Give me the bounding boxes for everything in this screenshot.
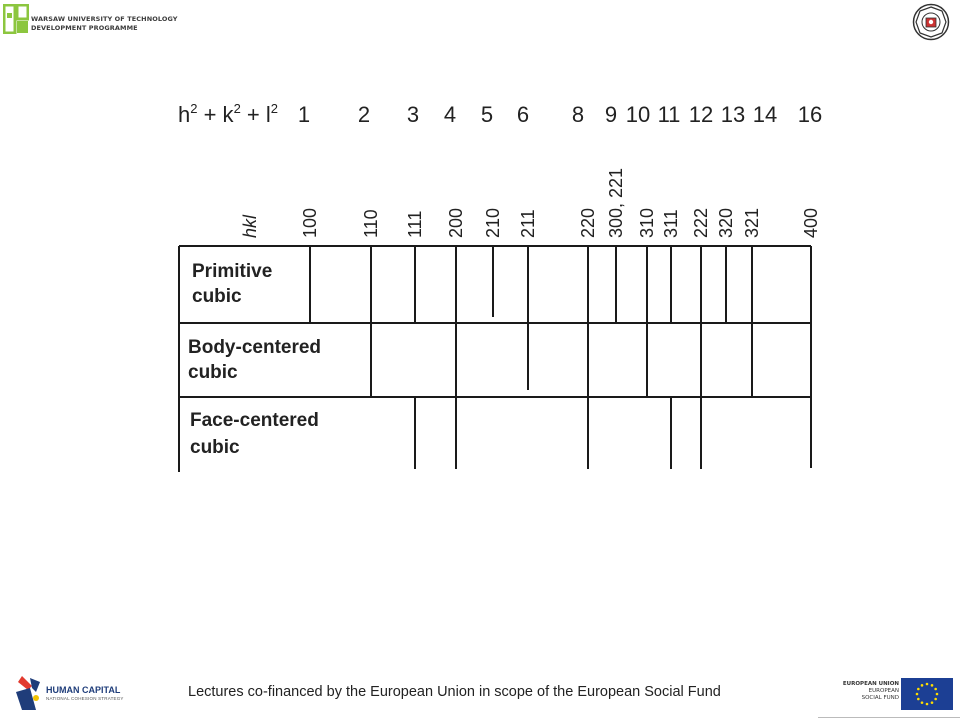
row-labels: [188, 261, 321, 458]
eu-star-icon: [934, 688, 937, 691]
hkl-sum-heading: $h^2 + k^2 + l^2$: [178, 101, 278, 127]
fcc-label-line2: cubic: [190, 437, 240, 458]
eu-label: [833, 681, 899, 702]
hkl-sum-value: 5: [480, 102, 494, 127]
hkl-sum-value: 2: [357, 102, 371, 127]
hkl-sum-value: 1: [297, 102, 311, 127]
hkl-index-label: 211: [518, 209, 538, 238]
eu-star-icon: [931, 701, 934, 704]
eu-star-icon: [936, 693, 939, 696]
eu-star-icon: [926, 683, 929, 686]
primitive-label-line1: Primitive: [192, 261, 273, 282]
fcc-label-line1: Face-centered: [190, 410, 319, 431]
eu-label-line2: EUROPEAN: [868, 688, 899, 694]
hkl-sum-value: 6: [516, 102, 530, 127]
hkl-index-label: 310: [637, 207, 657, 238]
human-capital-title: HUMAN CAPITAL: [46, 685, 121, 695]
eu-label-line3: SOCIAL FUND: [861, 695, 899, 701]
human-capital-logo-icon: [14, 672, 44, 712]
hkl-index-label: 222: [691, 207, 711, 238]
eu-star-icon: [926, 703, 929, 706]
hkl-indices: [240, 168, 821, 238]
eu-star-icon: [917, 698, 920, 701]
eu-star-icon: [916, 693, 919, 696]
footer-caption: Lectures co-financed by the European Union in scope of the European Social Fund: [188, 684, 721, 700]
reflection-lines: [310, 246, 752, 469]
hkl-sum-value: 10: [625, 102, 651, 127]
hkl-sum-value: 8: [571, 102, 585, 127]
hkl-sum-value: 16: [797, 102, 823, 127]
hkl-index-label: 321: [742, 207, 762, 238]
eu-flag-icon: [901, 678, 953, 710]
eu-star-icon: [931, 684, 934, 687]
eu-star-icon: [934, 698, 937, 701]
eu-star-icon: [921, 684, 924, 687]
hkl-sum-value: 12: [688, 102, 714, 127]
hkl-index-label: 210: [483, 207, 503, 238]
hkl-index-label: 200: [446, 207, 466, 238]
hkl-index-label: 111: [405, 210, 425, 238]
hkl-index-label: 110: [361, 209, 381, 238]
hkl-index-label: 320: [716, 207, 736, 238]
hkl-sum-value: 14: [752, 102, 778, 127]
bcc-label-line1: Body-centered: [188, 337, 322, 358]
logo-text-line1: WARSAW UNIVERSITY OF TECHNOLOGY: [31, 15, 178, 23]
footer-rule: [818, 717, 960, 718]
hkl-index-label: 311: [661, 209, 681, 238]
hkl-sum-values: [298, 102, 822, 127]
hkl-axis-label: hkl: [240, 214, 260, 238]
hkl-index-label: 400: [801, 207, 821, 238]
hkl-sum-value: 4: [443, 102, 457, 127]
hkl-sum-value: 3: [406, 102, 420, 127]
eu-star-icon: [917, 688, 920, 691]
bcc-label-line2: cubic: [188, 362, 238, 383]
eu-star-icon: [921, 701, 924, 704]
human-capital-subtitle: NATIONAL COHESION STRATEGY: [46, 696, 124, 701]
hkl-index-label: 220: [578, 207, 598, 238]
logo-text-line2: DEVELOPMENT PROGRAMME: [31, 24, 138, 32]
primitive-label-line2: cubic: [192, 286, 242, 307]
hkl-index-label: 100: [300, 207, 320, 238]
hkl-sum-value: 11: [657, 102, 681, 127]
eu-label-line1: EUROPEAN UNION: [842, 681, 899, 687]
diagram-table: [179, 246, 811, 472]
hkl-sum-value: 13: [720, 102, 746, 127]
hkl-sum-value: 9: [604, 102, 618, 127]
hkl-index-label: 300, 221: [606, 167, 626, 238]
